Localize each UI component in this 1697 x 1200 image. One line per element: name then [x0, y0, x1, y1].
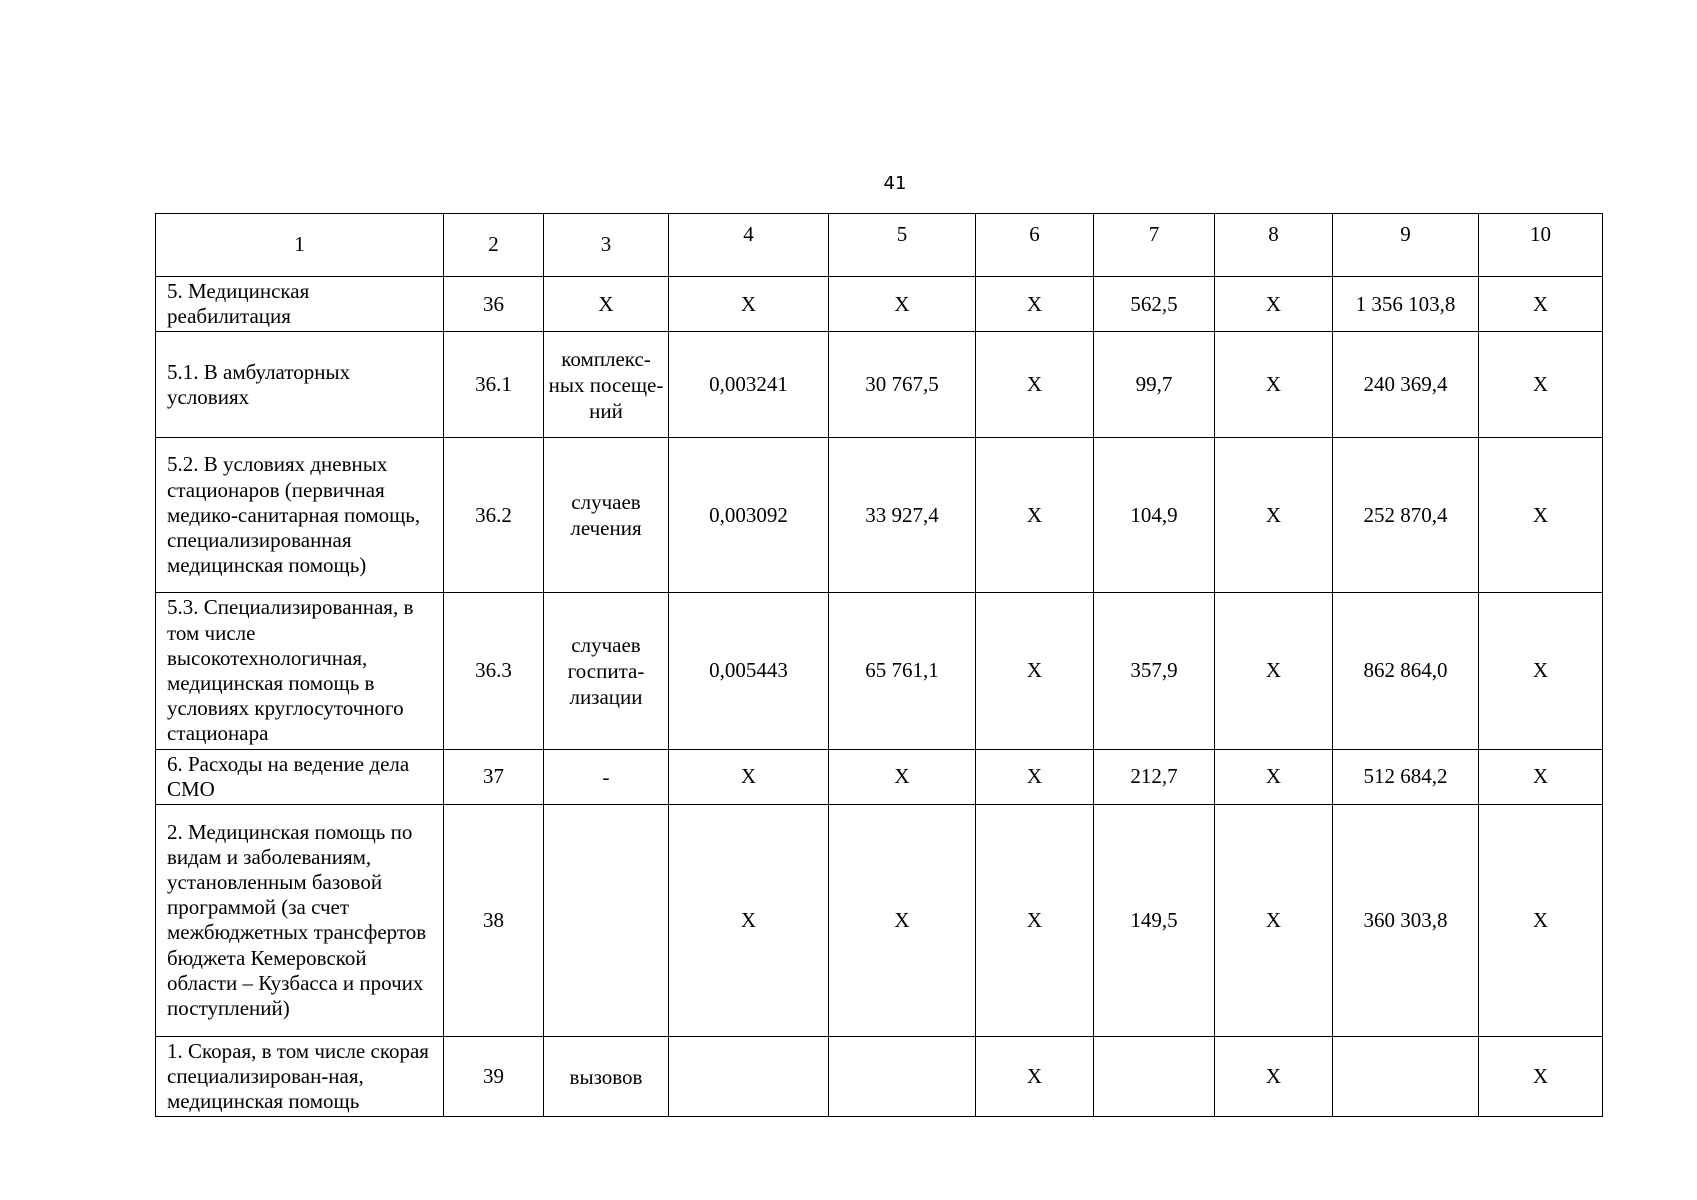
table-row: [156, 804, 1603, 1036]
header-row: [156, 214, 1603, 277]
row-name: 1. Скорая, в том числе скорая специализирован-ная, медицинская помощь: [156, 1036, 444, 1117]
data-table: [155, 213, 1603, 1117]
cell-col6: X: [976, 804, 1094, 1036]
cell-col4: 0,003241: [669, 332, 829, 438]
row-code: 36.1: [444, 332, 544, 438]
page-number: 41: [883, 173, 907, 194]
cell-col7: 357,9: [1094, 593, 1215, 749]
cell-col5: X: [829, 804, 976, 1036]
cell-col9: 862 864,0: [1333, 593, 1479, 749]
row-name: 5.1. В амбулаторных условиях: [156, 332, 444, 438]
column-header: 1: [156, 214, 444, 277]
cell-col6: X: [976, 593, 1094, 749]
row-code: 36.2: [444, 438, 544, 593]
column-header: 9: [1333, 214, 1479, 277]
cell-col5: 65 761,1: [829, 593, 976, 749]
cell-col5: 33 927,4: [829, 438, 976, 593]
cell-col5: X: [829, 277, 976, 332]
column-header: 6: [976, 214, 1094, 277]
cell-col9: 360 303,8: [1333, 804, 1479, 1036]
cell-col7: 149,5: [1094, 804, 1215, 1036]
cell-col9: 252 870,4: [1333, 438, 1479, 593]
table-row: [156, 332, 1603, 438]
column-header: 5: [829, 214, 976, 277]
row-code: 36: [444, 277, 544, 332]
row-name: 5.3. Специализированная, в том числе высокотехнологичная, медицинская помощь в условиях круглосуточного стационара: [156, 593, 444, 749]
cell-col10: X: [1479, 749, 1603, 804]
cell-col6: X: [976, 1036, 1094, 1117]
column-header: 10: [1479, 214, 1603, 277]
cell-col9: [1333, 1036, 1479, 1117]
cell-col7: 562,5: [1094, 277, 1215, 332]
row-unit: случаев госпита-лизации: [544, 593, 669, 749]
cell-col4: [669, 1036, 829, 1117]
cell-col10: X: [1479, 1036, 1603, 1117]
cell-col4: X: [669, 749, 829, 804]
row-unit: X: [544, 277, 669, 332]
row-name: 6. Расходы на ведение дела СМО: [156, 749, 444, 804]
cell-col10: X: [1479, 593, 1603, 749]
cell-col10: X: [1479, 277, 1603, 332]
cell-col9: 512 684,2: [1333, 749, 1479, 804]
cell-col6: X: [976, 749, 1094, 804]
cell-col7: [1094, 1036, 1215, 1117]
cell-col6: X: [976, 277, 1094, 332]
cell-col10: X: [1479, 332, 1603, 438]
row-code: 37: [444, 749, 544, 804]
column-header: 4: [669, 214, 829, 277]
table-row: [156, 438, 1603, 593]
cell-col6: X: [976, 332, 1094, 438]
cell-col4: X: [669, 804, 829, 1036]
column-header: 8: [1215, 214, 1333, 277]
cell-col4: X: [669, 277, 829, 332]
cell-col8: X: [1215, 749, 1333, 804]
cell-col7: 104,9: [1094, 438, 1215, 593]
column-header: 2: [444, 214, 544, 277]
row-code: 36.3: [444, 593, 544, 749]
table-row: [156, 277, 1603, 332]
table-row: [156, 1036, 1603, 1117]
row-unit: [544, 804, 669, 1036]
column-header: 3: [544, 214, 669, 277]
cell-col8: X: [1215, 277, 1333, 332]
row-name: 5. Медицинская реабилитация: [156, 277, 444, 332]
row-code: 38: [444, 804, 544, 1036]
cell-col5: X: [829, 749, 976, 804]
row-unit: вызовов: [544, 1036, 669, 1117]
row-unit: -: [544, 749, 669, 804]
row-name: 5.2. В условиях дневных стационаров (первичная медико-санитарная помощь, специализированная медицинская помощь): [156, 438, 444, 593]
cell-col8: X: [1215, 438, 1333, 593]
cell-col7: 212,7: [1094, 749, 1215, 804]
cell-col5: [829, 1036, 976, 1117]
cell-col9: 1 356 103,8: [1333, 277, 1479, 332]
row-name: 2. Медицинская помощь по видам и заболеваниям, установленным базовой программой (за счет межбюджетных трансфертов бюджета Кемеровской области – Кузбасса и прочих поступлений): [156, 804, 444, 1036]
cell-col4: 0,003092: [669, 438, 829, 593]
column-header: 7: [1094, 214, 1215, 277]
cell-col9: 240 369,4: [1333, 332, 1479, 438]
cell-col10: X: [1479, 438, 1603, 593]
cell-col8: X: [1215, 1036, 1333, 1117]
table-row: [156, 593, 1603, 749]
cell-col8: X: [1215, 593, 1333, 749]
cell-col8: X: [1215, 804, 1333, 1036]
cell-col7: 99,7: [1094, 332, 1215, 438]
cell-col8: X: [1215, 332, 1333, 438]
cell-col6: X: [976, 438, 1094, 593]
cell-col4: 0,005443: [669, 593, 829, 749]
table-row: [156, 749, 1603, 804]
cell-col5: 30 767,5: [829, 332, 976, 438]
row-unit: случаев лечения: [544, 438, 669, 593]
row-code: 39: [444, 1036, 544, 1117]
row-unit: комплекс-ных посеще-ний: [544, 332, 669, 438]
cell-col10: X: [1479, 804, 1603, 1036]
